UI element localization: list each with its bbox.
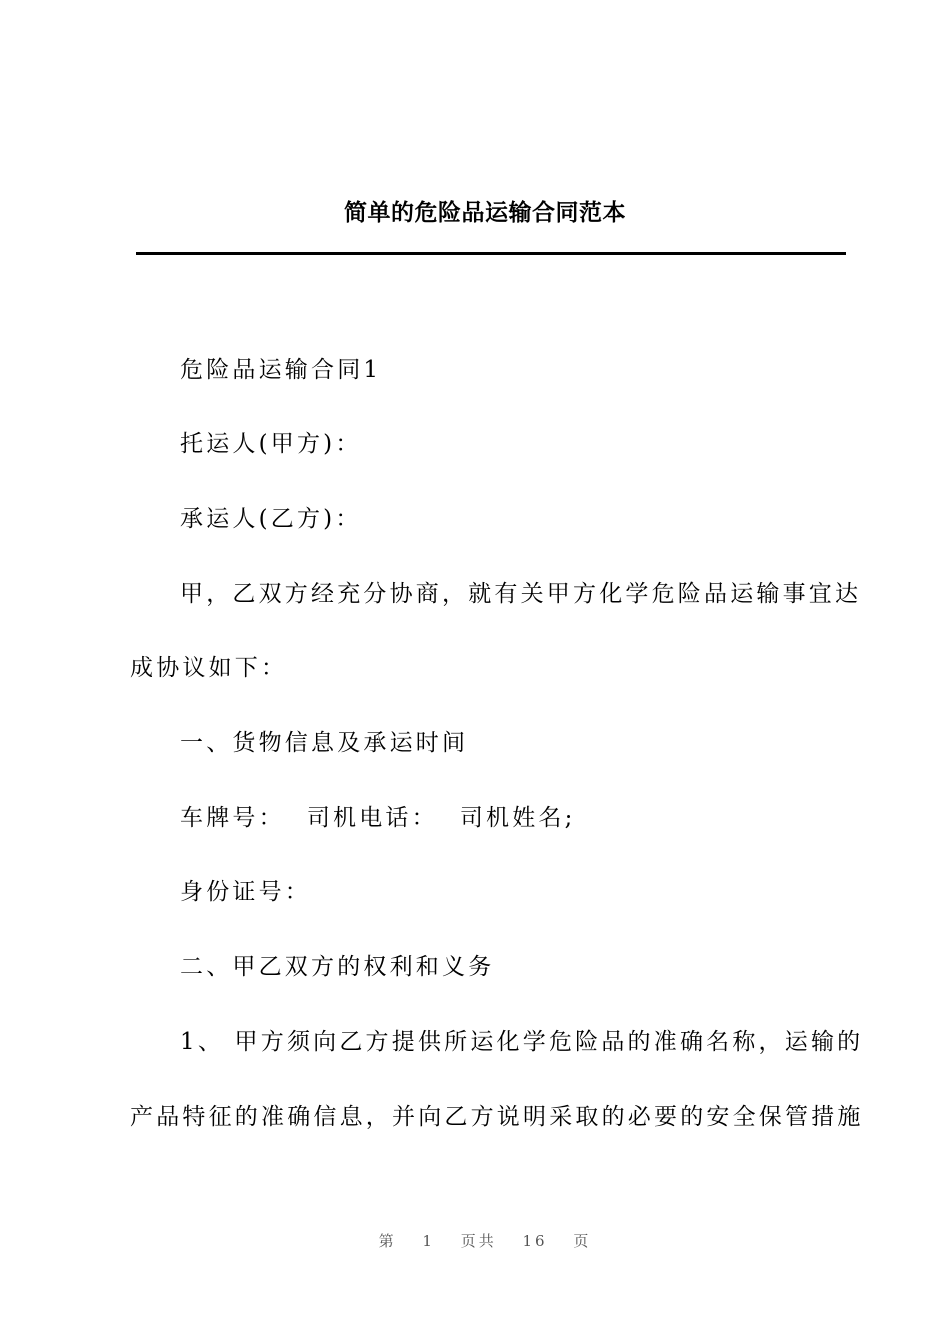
footer-total-pages: 16 xyxy=(522,1232,548,1250)
footer-suffix: 页 xyxy=(573,1232,592,1250)
footer-prefix: 第 xyxy=(378,1232,397,1250)
driver-name-label: 司机姓名; xyxy=(459,805,576,831)
driver-phone-label: 司机电话： xyxy=(306,805,438,831)
consignor-line: 托运人(甲方)： xyxy=(180,431,362,457)
paragraph-intro-line-1: 甲，乙双方经充分协商，就有关甲方化学危险品运输事宜达 xyxy=(180,581,862,607)
footer-current-page: 1 xyxy=(422,1232,435,1250)
title-underline xyxy=(136,252,846,255)
contract-heading: 危险品运输合同1 xyxy=(180,357,382,383)
clause-1-line-2: 产品特征的准确信息，并向乙方说明采取的必要的安全保管措施 xyxy=(130,1104,864,1130)
document-title: 简单的危险品运输合同范本 xyxy=(344,199,626,226)
carrier-line: 承运人(乙方)： xyxy=(180,506,362,532)
plate-number-label: 车牌号： xyxy=(180,805,285,831)
clause-1-line-1: 1、 甲方须向乙方提供所运化学危险品的准确名称，运输的 xyxy=(180,1029,864,1055)
section-heading-2: 二、甲乙双方的权利和义务 xyxy=(180,954,495,980)
vehicle-info-line xyxy=(180,802,576,834)
footer-mid: 页共 xyxy=(460,1232,497,1250)
id-number-line: 身份证号： xyxy=(180,879,311,905)
page-footer xyxy=(0,1230,950,1251)
paragraph-intro-line-2: 成协议如下： xyxy=(130,655,288,681)
section-heading-1: 一、货物信息及承运时间 xyxy=(180,730,469,756)
